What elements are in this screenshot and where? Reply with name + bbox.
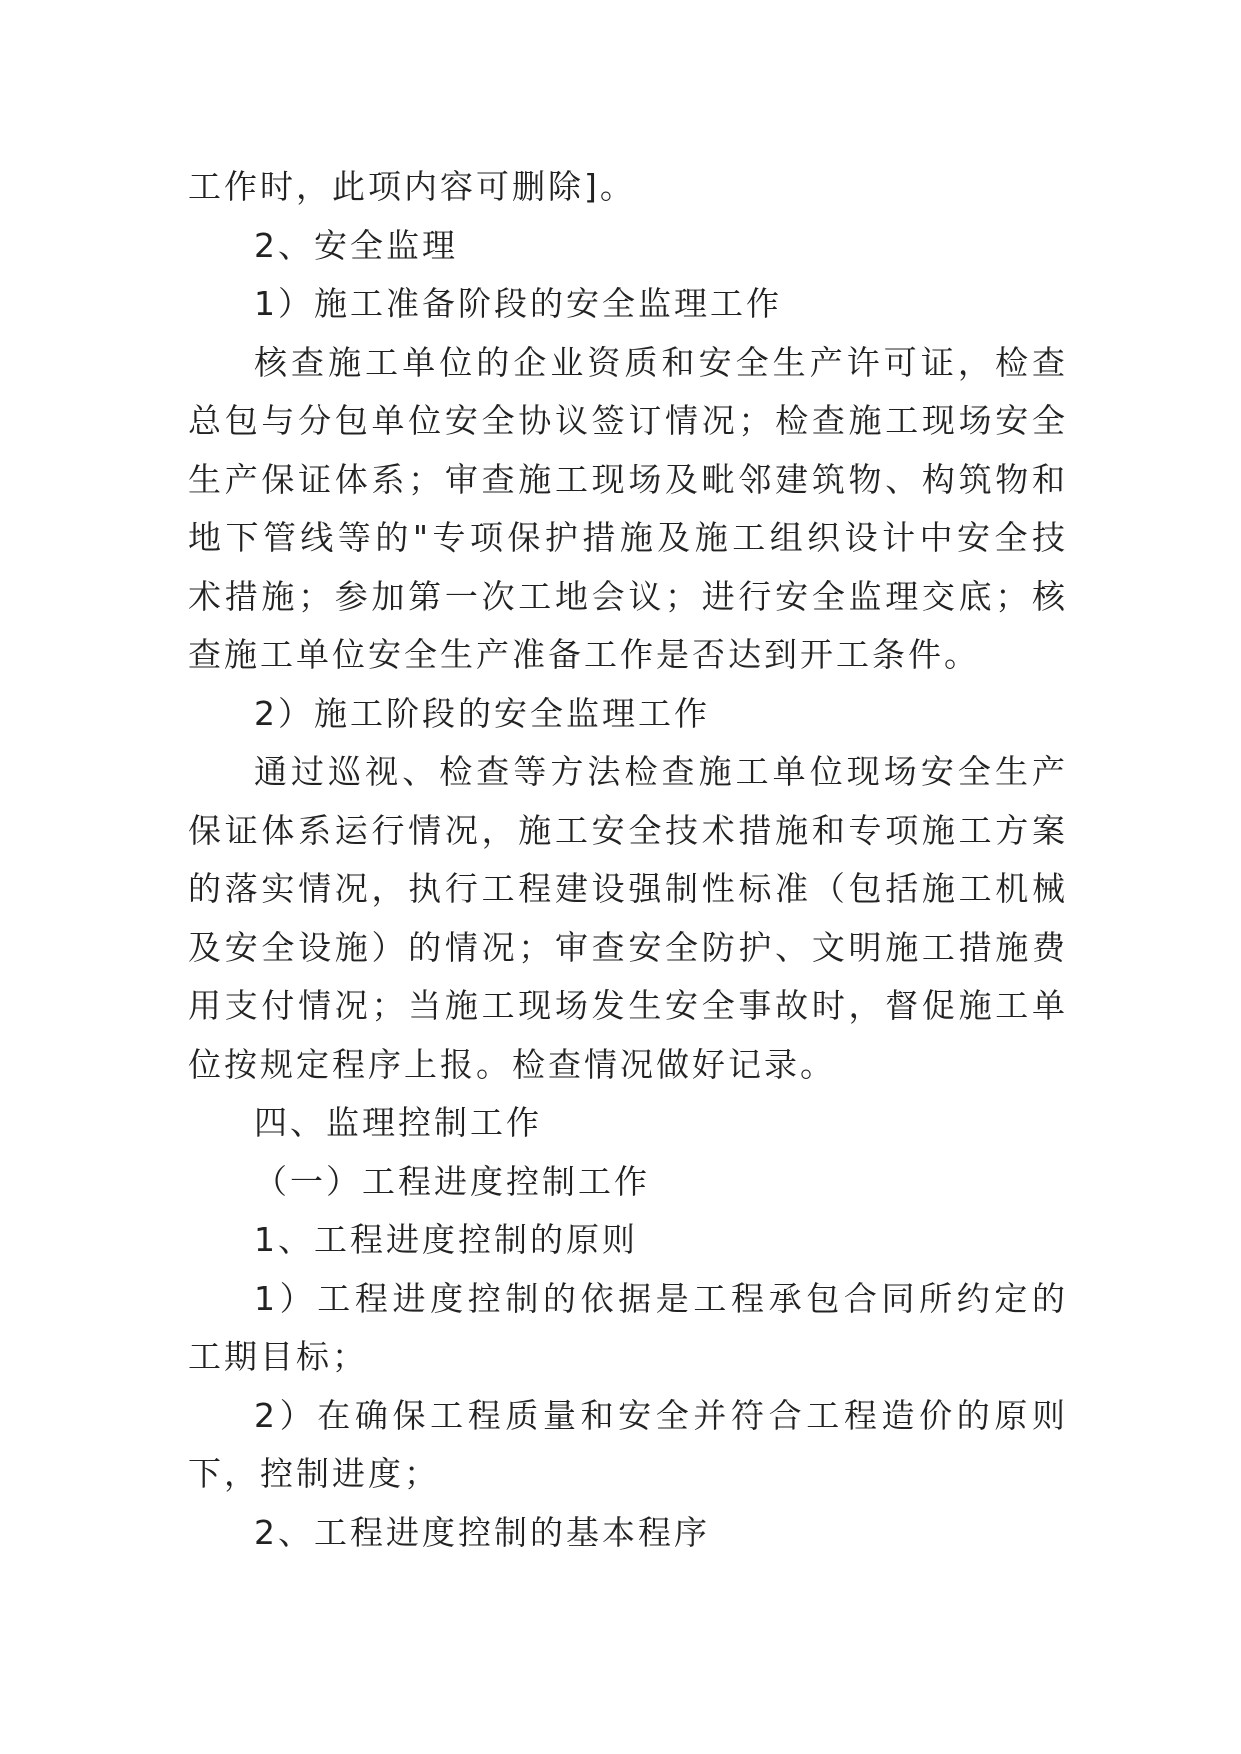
paragraph-construction-stage: 通过巡视、检查等方法检查施工单位现场安全生产保证体系运行情况，施工安全技术措施和专项施工方案的落实情况，执行工程建设强制性标准（包括施工机械及安全设施）的情况；审查安全防护、文明施工措施费用支付情况；当施工现场发生安全事故时，督促施工单位按规定程序上报。检查情况做好记录。 <box>188 752 1068 1084</box>
paragraph-preparation-stage: 核查施工单位的企业资质和安全生产许可证，检查总包与分包单位安全协议签订情况；检查施工现场安全生产保证体系；审查施工现场及毗邻建筑物、构筑物和地下管线等的"专项保护措施及施工组织设计中安全技术措施；参加第一次工地会议；进行安全监理交底；核查施工单位安全生产准备工作是否达到开工条件。 <box>188 342 1068 674</box>
list-item-principle-1: 1）工程进度控制的依据是工程承包合同所约定的工期目标； <box>188 1278 1068 1376</box>
subheading-schedule-principles: 1、工程进度控制的原则 <box>254 1220 638 1259</box>
paragraph-continuation: 工作时，此项内容可删除]。 <box>188 167 636 206</box>
heading-supervision-control: 四、监理控制工作 <box>254 1103 542 1142</box>
heading-safety-supervision: 2、安全监理 <box>254 225 458 265</box>
subheading-construction-stage: 2）施工阶段的安全监理工作 <box>254 693 710 733</box>
heading-schedule-control: （一）工程进度控制工作 <box>254 1161 650 1201</box>
body-text <box>188 158 1068 1562</box>
list-item-principle-2: 2）在确保工程质量和安全并符合工程造价的原则下，控制进度； <box>188 1395 1068 1493</box>
subheading-basic-procedure: 2、工程进度控制的基本程序 <box>254 1512 710 1552</box>
subheading-preparation-stage: 1）施工准备阶段的安全监理工作 <box>254 284 782 323</box>
